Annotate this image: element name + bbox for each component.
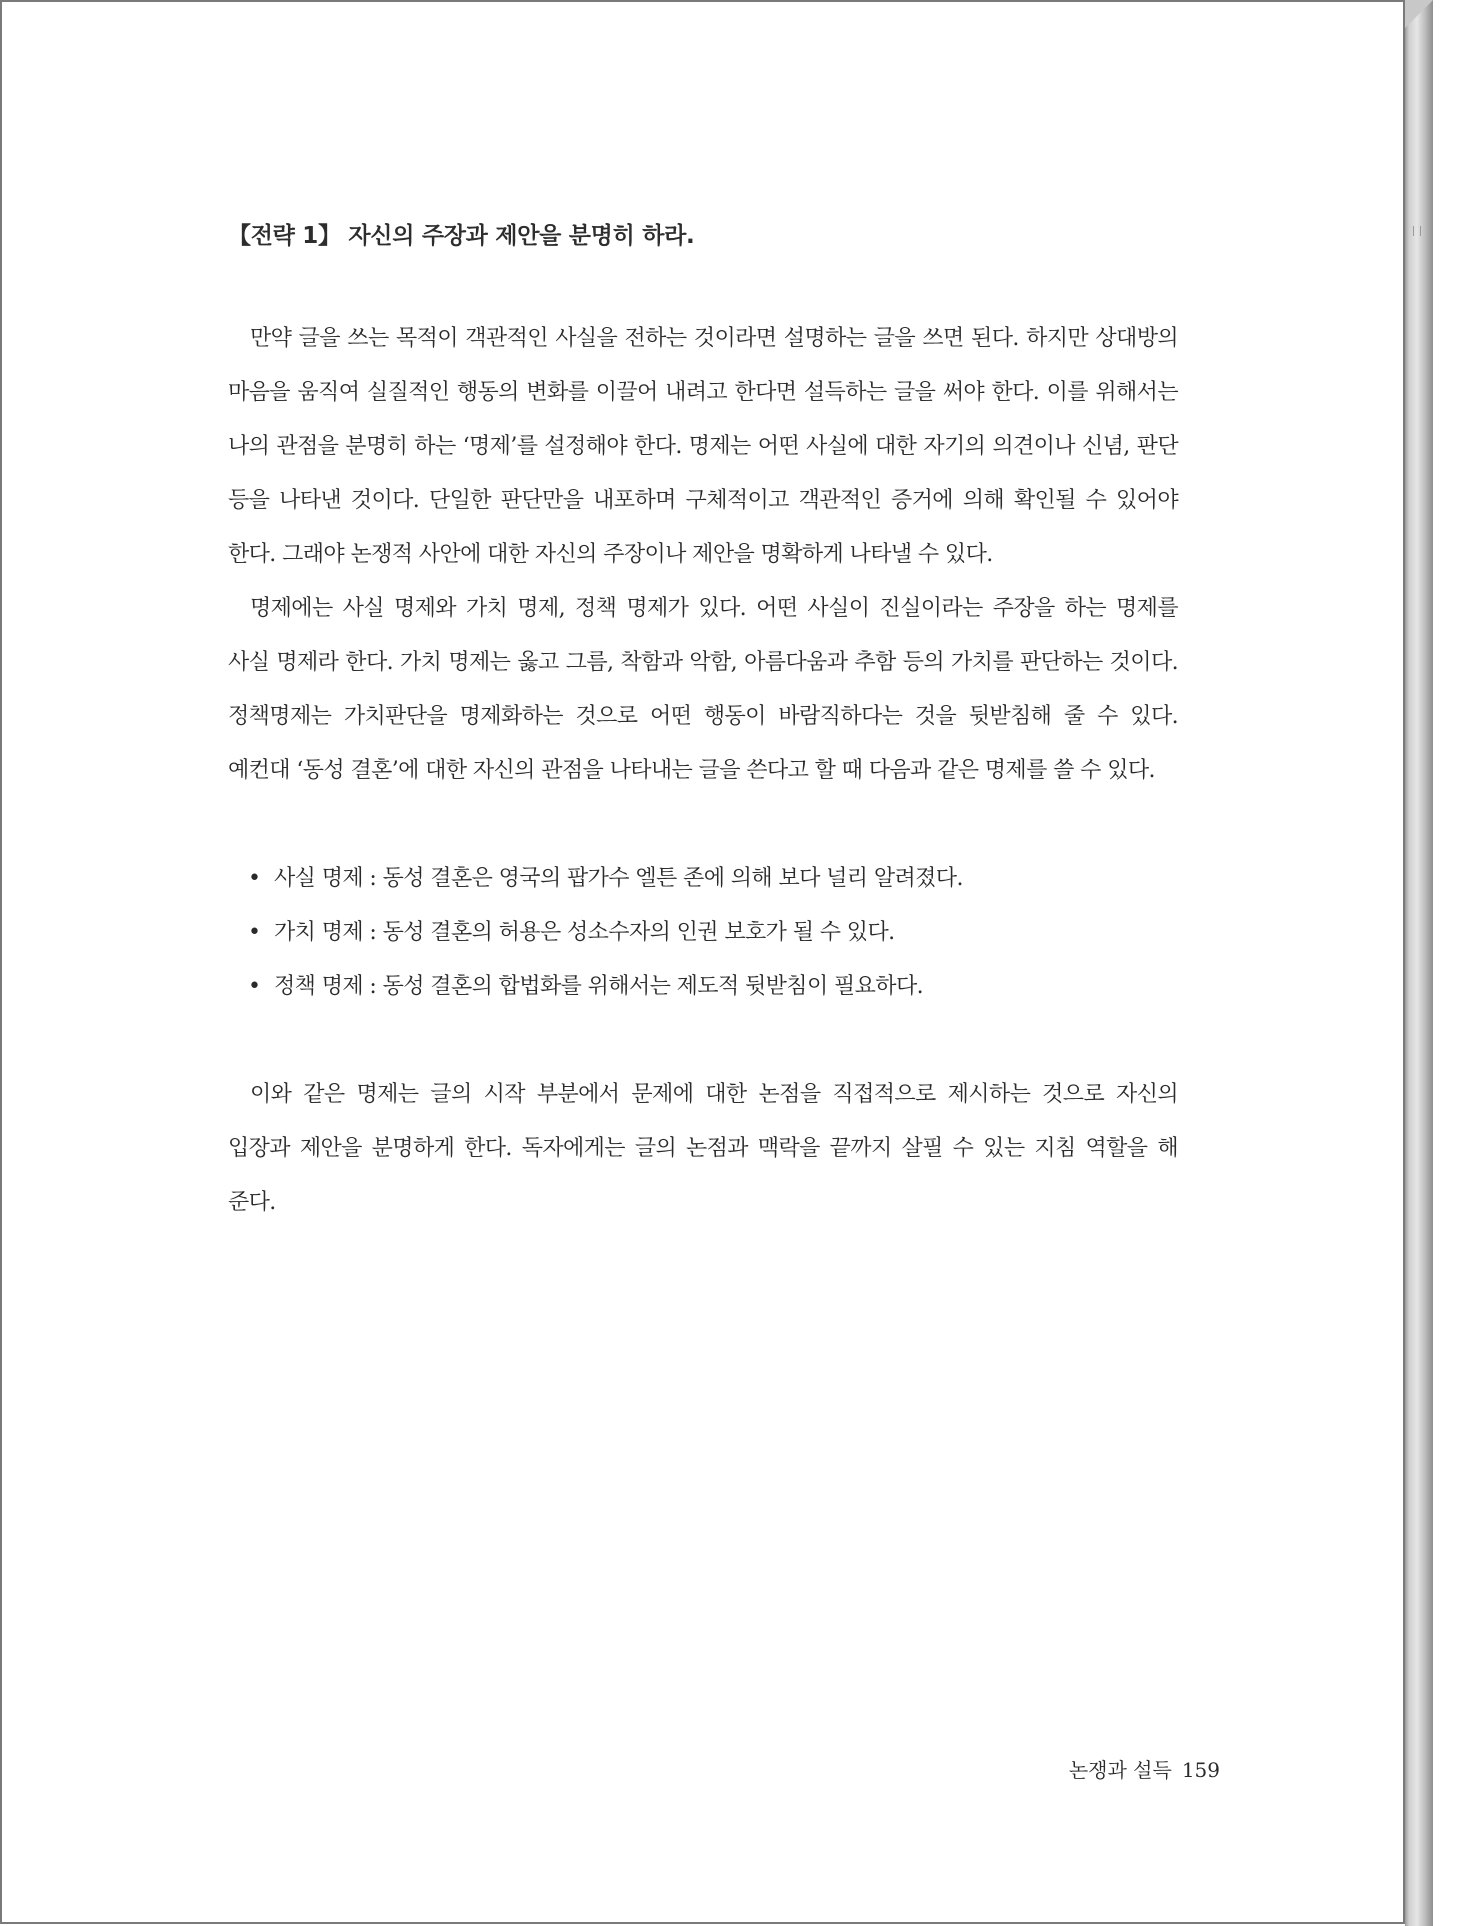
bullet-icon: • bbox=[248, 974, 261, 999]
running-title: 논쟁과 설득 bbox=[1068, 1758, 1172, 1782]
list-item-text: 사실 명제 : 동성 결혼은 영국의 팝가수 엘튼 존에 의해 보다 널리 알려졌다. bbox=[274, 866, 963, 891]
page-content bbox=[228, 220, 1178, 1230]
paragraph-2: 명제에는 사실 명제와 가치 명제, 정책 명제가 있다. 어떤 사실이 진실이라는 주장을 하는 명제를 사실 명제라 한다. 가치 명제는 옳고 그름, 착함과 악함, 아름다움과 추함 등의 가치를 판단하는 것이다. 정책명제는 가치판단을 명제화하는 것으로 어떤 행동이 바람직하다는 것을 뒷받침해 줄 수 있다. 예컨대 ‘동성 결혼’에 대한 자신의 관점을 나타내는 글을 쓴다고 할 때 다음과 같은 명제를 쓸 수 있다. bbox=[228, 596, 1178, 783]
bullet-icon: • bbox=[248, 920, 261, 945]
list-item bbox=[248, 960, 1178, 1014]
page-edge-corner bbox=[1405, 0, 1433, 28]
list-item-text: 정책 명제 : 동성 결혼의 합법화를 위해서는 제도적 뒷받침이 필요하다. bbox=[274, 974, 924, 999]
page-footer bbox=[990, 1756, 1220, 1784]
proposition-list bbox=[248, 852, 1178, 1014]
page-number: 159 bbox=[1181, 1758, 1220, 1782]
bullet-icon: • bbox=[248, 866, 261, 891]
paragraph-1: 만약 글을 쓰는 목적이 객관적인 사실을 전하는 것이라면 설명하는 글을 쓰면 된다. 하지만 상대방의 마음을 움직여 실질적인 행동의 변화를 이끌어 내려고 한다면 설득하는 글을 써야 한다. 이를 위해서는 나의 관점을 분명히 하는 ‘명제’를 설정해야 한다. 명제는 어떤 사실에 대한 자기의 의견이나 신념, 판단 등을 나타낸 것이다. 단일한 판단만을 내포하며 구체적이고 객관적인 증거에 의해 확인될 수 있어야 한다. 그래야 논쟁적 사안에 대한 자신의 주장이나 제안을 명확하게 나타낼 수 있다. bbox=[228, 326, 1178, 567]
list-item bbox=[248, 906, 1178, 960]
page-edge-stack bbox=[1405, 0, 1433, 1926]
page-edge-mark bbox=[1413, 226, 1421, 236]
section-heading: 【전략 1】 자신의 주장과 제안을 분명히 하라. bbox=[228, 223, 695, 249]
list-item bbox=[248, 852, 1178, 906]
list-item-text: 가치 명제 : 동성 결혼의 허용은 성소수자의 인권 보호가 될 수 있다. bbox=[274, 920, 895, 945]
closing-paragraph: 이와 같은 명제는 글의 시작 부분에서 문제에 대한 논점을 직접적으로 제시하는 것으로 자신의 입장과 제안을 분명하게 한다. 독자에게는 글의 논점과 맥락을 끝까지 살필 수 있는 지침 역할을 해 준다. bbox=[228, 1082, 1178, 1215]
